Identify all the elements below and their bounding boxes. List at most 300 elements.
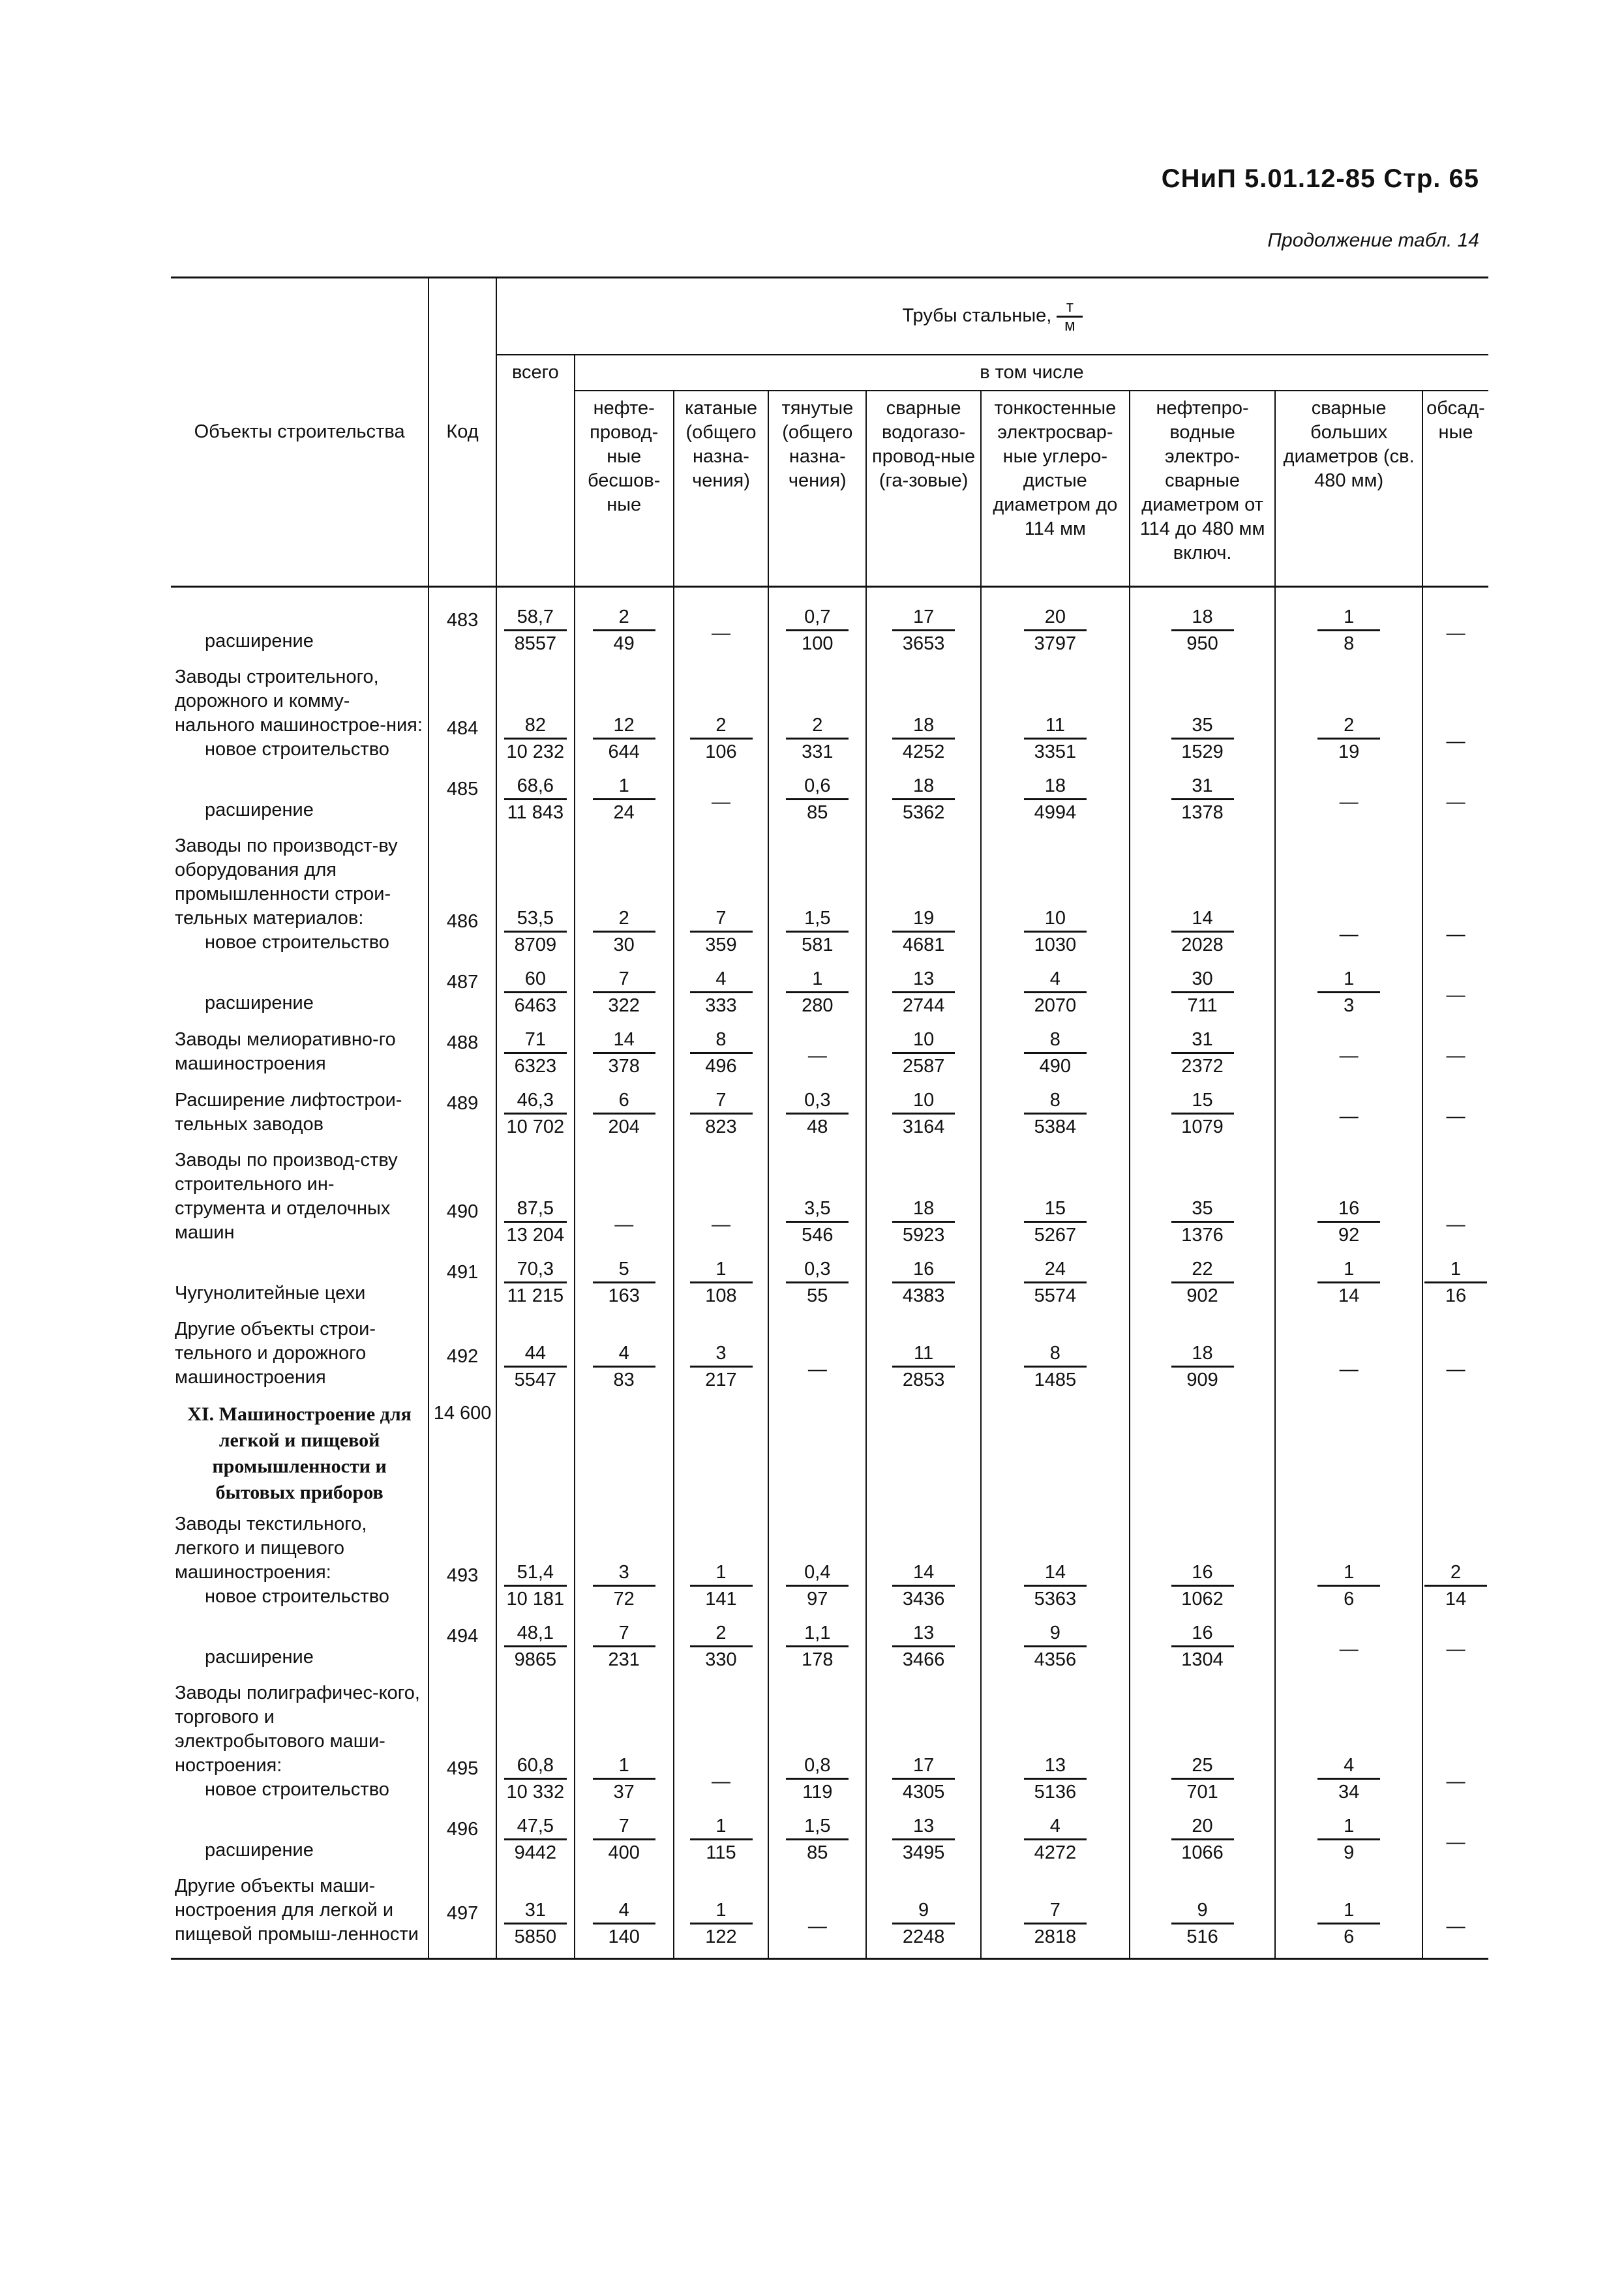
code-cell: 483 [429, 605, 496, 656]
value-cell [866, 1088, 981, 1139]
numerator: 1 [690, 1898, 753, 1924]
fraction-value [690, 1560, 753, 1611]
numerator: 1 [1317, 605, 1380, 631]
numerator: 1,5 [786, 906, 849, 933]
numerator: 3 [690, 1341, 753, 1368]
fraction-value [690, 1341, 753, 1392]
fraction-value [1171, 1196, 1234, 1248]
numerator: 10 [892, 1088, 955, 1115]
header-c6: нефтепро-водные электро-сварные диаметром от 114 до 480 мм включ. [1130, 391, 1276, 586]
fraction-value [1171, 1814, 1234, 1865]
numerator: 7 [593, 966, 655, 993]
object-cell [171, 1257, 429, 1308]
numerator: 4 [1317, 1753, 1380, 1780]
denominator: 49 [613, 633, 635, 654]
denominator: 108 [705, 1285, 737, 1306]
spacer-row [171, 1672, 1488, 1681]
denominator: 34 [1338, 1782, 1360, 1803]
numerator: 9 [892, 1898, 955, 1924]
denominator: 1529 [1181, 741, 1224, 762]
fraction-value [593, 966, 655, 1018]
numerator: 1 [690, 1257, 753, 1283]
fraction-value [1024, 906, 1087, 957]
table-row [171, 1027, 1488, 1079]
fraction-value [593, 713, 655, 764]
header-total: всего [496, 355, 575, 586]
value-cell [981, 1681, 1130, 1804]
value-cell [496, 773, 575, 825]
numerator: 8 [1024, 1027, 1087, 1054]
dash-value: — [1339, 1106, 1359, 1127]
value-cell [981, 834, 1130, 957]
fraction-value [1317, 1814, 1380, 1865]
denominator: 3466 [902, 1649, 945, 1670]
numerator: 0,7 [786, 605, 849, 631]
section-title: XI. Машиностроение для легкой и пищевой промышленности и бытовых приборов [187, 1403, 412, 1503]
fraction-value [892, 1898, 955, 1949]
numerator: 16 [892, 1257, 955, 1283]
fraction-value [892, 1341, 955, 1392]
denominator: 516 [1186, 1926, 1218, 1947]
denominator: 141 [705, 1589, 737, 1610]
value-cell [674, 1512, 769, 1611]
code-cell: 497 [429, 1874, 496, 1949]
fraction-value [1024, 1753, 1087, 1804]
denominator: 14 [1445, 1589, 1467, 1610]
object-cell [171, 665, 429, 764]
value-cell [866, 834, 981, 957]
fraction-value [690, 713, 753, 764]
fraction-value [1171, 1088, 1234, 1139]
value-cell [575, 1148, 674, 1248]
object-label: Заводы по производст-ву оборудования для промышленности строи-тельных материалов: [175, 835, 398, 929]
value-cell [1130, 773, 1276, 825]
fraction-value [786, 1621, 849, 1672]
code-cell: 492 [429, 1317, 496, 1392]
object-sublabel: расширение [205, 1840, 314, 1861]
fraction-value [892, 1257, 955, 1308]
fraction-value [1317, 1196, 1380, 1248]
object-cell [171, 834, 429, 957]
value-cell [1130, 665, 1276, 764]
denominator: 9865 [514, 1649, 557, 1670]
value-cell [575, 1814, 674, 1865]
denominator: 11 215 [507, 1285, 564, 1306]
numerator: 16 [1317, 1196, 1380, 1223]
spacer-row [171, 1506, 1488, 1512]
value-cell [768, 1317, 866, 1392]
value-cell [496, 1027, 575, 1079]
denominator: 581 [802, 935, 834, 955]
spacer-row [171, 1248, 1488, 1257]
code-cell: 486 [429, 834, 496, 957]
value-cell [866, 1874, 981, 1949]
header-group-title: Трубы стальные, $\frac{т}{м}$ [496, 278, 1488, 355]
numerator: 4 [1024, 1814, 1087, 1840]
denominator: 4383 [902, 1285, 945, 1306]
dash-value: — [1446, 792, 1466, 813]
value-cell [768, 665, 866, 764]
fraction-value [690, 1898, 753, 1949]
numerator: 2 [1424, 1560, 1487, 1587]
fraction-value [504, 966, 567, 1018]
dash-value: — [1446, 1214, 1466, 1235]
numerator: 2 [690, 1621, 753, 1647]
value-cell [496, 1512, 575, 1611]
object-label: Расширение лифтострои-тельных заводов [175, 1090, 402, 1135]
numerator: 18 [1024, 773, 1087, 800]
value-cell [674, 773, 769, 825]
spacer-row [171, 1804, 1488, 1814]
value-cell [1275, 966, 1422, 1018]
numerator: 3,5 [786, 1196, 849, 1223]
spacer-row [171, 656, 1488, 665]
fraction-value [593, 1088, 655, 1139]
value-cell [1130, 1681, 1276, 1804]
value-cell [496, 1257, 575, 1308]
fraction-value [504, 1257, 567, 1308]
numerator: 18 [892, 1196, 955, 1223]
fraction-value [786, 1814, 849, 1865]
denominator: 331 [802, 741, 834, 762]
value-cell [866, 605, 981, 656]
denominator: 1376 [1181, 1225, 1224, 1246]
fraction-value [504, 906, 567, 957]
numerator: 4 [690, 966, 753, 993]
spacer-row [171, 1611, 1488, 1621]
fraction-value [1024, 1341, 1087, 1392]
value-cell [575, 1621, 674, 1672]
value-cell [575, 1257, 674, 1308]
value-cell [496, 1681, 575, 1804]
fraction-value [1317, 1753, 1380, 1804]
value-cell [1275, 773, 1422, 825]
value-cell [981, 1874, 1130, 1949]
fraction-value [892, 906, 955, 957]
fraction-value [504, 1560, 567, 1611]
value-cell [1275, 605, 1422, 656]
denominator: 14 [1338, 1285, 1360, 1306]
denominator: 5267 [1034, 1225, 1077, 1246]
value-cell [1422, 1148, 1488, 1248]
denominator: 701 [1186, 1782, 1218, 1803]
fraction-value [1024, 605, 1087, 656]
numerator: 44 [504, 1341, 567, 1368]
value-cell [1275, 1317, 1422, 1392]
denominator: 19 [1338, 741, 1360, 762]
fraction-value [1171, 1753, 1234, 1804]
value-cell [1422, 605, 1488, 656]
table-row [171, 1148, 1488, 1248]
numerator: 17 [892, 1753, 955, 1780]
fraction-value [1024, 1898, 1087, 1949]
value-cell [1422, 773, 1488, 825]
numerator: 0,4 [786, 1560, 849, 1587]
fraction-value [786, 605, 849, 656]
numerator: 1,1 [786, 1621, 849, 1647]
denominator: 2744 [902, 995, 945, 1016]
denominator: 1066 [1181, 1842, 1224, 1863]
value-cell [866, 1257, 981, 1308]
numerator: 19 [892, 906, 955, 933]
value-cell [575, 1681, 674, 1804]
value-cell [575, 1317, 674, 1392]
fraction-value [1171, 966, 1234, 1018]
fraction-value [504, 1898, 567, 1949]
denominator: 10 232 [506, 741, 565, 762]
dash-value: — [807, 1045, 827, 1066]
numerator: 2 [690, 713, 753, 740]
object-sublabel: новое строительство [205, 1586, 389, 1607]
fraction-value [593, 1621, 655, 1672]
table-row [171, 1681, 1488, 1804]
value-cell [674, 1088, 769, 1139]
numerator: 12 [593, 713, 655, 740]
dash-value: — [1446, 1639, 1466, 1660]
numerator: 60 [504, 966, 567, 993]
section-code: 14 600 [429, 1401, 496, 1506]
spacer-row [171, 1308, 1488, 1317]
fraction-value [593, 1341, 655, 1392]
value-cell [1422, 1027, 1488, 1079]
numerator: 2 [593, 906, 655, 933]
numerator: 2 [786, 713, 849, 740]
object-label: Заводы текстильного, легкого и пищевого машиностроения: [175, 1514, 367, 1583]
numerator: 18 [1171, 1341, 1234, 1368]
value-cell [575, 834, 674, 957]
numerator: 10 [1024, 906, 1087, 933]
fraction-value [892, 773, 955, 825]
numerator: 2 [1317, 713, 1380, 740]
fraction-value [593, 1560, 655, 1611]
numerator: 0,6 [786, 773, 849, 800]
denominator: 322 [608, 995, 640, 1016]
denominator: 92 [1338, 1225, 1360, 1246]
value-cell [1130, 1814, 1276, 1865]
value-cell [866, 1027, 981, 1079]
dash-value: — [1446, 731, 1466, 752]
value-cell [768, 966, 866, 1018]
fraction-value [786, 1257, 849, 1308]
denominator: 6 [1344, 1589, 1355, 1610]
numerator: 14 [892, 1560, 955, 1587]
table-continuation-note: Продолжение табл. 14 [1267, 230, 1479, 251]
object-label: Заводы по производ-ству строительного ин-струмента и отделочных машин [175, 1150, 398, 1243]
dash-value: — [1339, 1639, 1359, 1660]
header-c1: нефте-провод-ные бесшов-ные [575, 391, 674, 586]
numerator: 15 [1024, 1196, 1087, 1223]
dash-value: — [614, 1214, 634, 1235]
value-cell [1130, 1088, 1276, 1139]
value-cell [496, 1621, 575, 1672]
fraction-value [504, 1814, 567, 1865]
denominator: 4681 [902, 935, 945, 955]
denominator: 378 [608, 1056, 640, 1077]
numerator: 16 [1171, 1560, 1234, 1587]
header-c4: сварные водогазо-провод-ные (га-зовые) [866, 391, 981, 586]
value-cell [1275, 1681, 1422, 1804]
fraction-value [1171, 906, 1234, 957]
numerator: 1 [1317, 966, 1380, 993]
object-sublabel: расширение [205, 1647, 314, 1668]
object-cell [171, 1814, 429, 1865]
numerator: 7 [593, 1814, 655, 1840]
numerator: 47,5 [504, 1814, 567, 1840]
value-cell [496, 1148, 575, 1248]
fraction-value [1171, 1621, 1234, 1672]
value-cell [1422, 1317, 1488, 1392]
numerator: 14 [593, 1027, 655, 1054]
value-cell [674, 834, 769, 957]
denominator: 217 [705, 1370, 737, 1390]
fraction-value [1317, 1560, 1380, 1611]
value-cell [866, 966, 981, 1018]
value-cell [674, 966, 769, 1018]
denominator: 2248 [902, 1926, 945, 1947]
value-cell [1130, 1027, 1276, 1079]
spacer-row [171, 825, 1488, 834]
numerator: 3 [593, 1560, 655, 1587]
value-cell [981, 665, 1130, 764]
numerator: 16 [1171, 1621, 1234, 1647]
object-label: Заводы мелиоративно-го машиностроения [175, 1029, 396, 1074]
fraction-value [892, 605, 955, 656]
value-cell [1130, 1621, 1276, 1672]
object-sublabel: расширение [205, 993, 314, 1013]
denominator: 100 [802, 633, 834, 654]
fraction-value [1424, 1257, 1487, 1308]
fraction-value [504, 713, 567, 764]
value-cell [768, 1814, 866, 1865]
dash-value: — [712, 1214, 730, 1235]
object-sublabel: новое строительство [205, 1779, 389, 1800]
table-row [171, 1621, 1488, 1672]
value-cell [1422, 1088, 1488, 1139]
numerator: 1 [593, 773, 655, 800]
denominator: 10 181 [506, 1589, 565, 1610]
value-cell [768, 773, 866, 825]
numerator: 0,3 [786, 1257, 849, 1283]
denominator: 546 [802, 1225, 834, 1246]
dash-value: — [1446, 1106, 1466, 1127]
fraction-value [593, 1027, 655, 1079]
value-cell [1422, 966, 1488, 1018]
denominator: 5574 [1034, 1285, 1077, 1306]
fraction-value [593, 906, 655, 957]
numerator: 22 [1171, 1257, 1234, 1283]
header-c3: тянутые (общего назна-чения) [768, 391, 866, 586]
numerator: 13 [892, 1621, 955, 1647]
value-cell [981, 1027, 1130, 1079]
object-cell [171, 1874, 429, 1949]
denominator: 823 [705, 1116, 737, 1137]
numerator: 35 [1171, 1196, 1234, 1223]
denominator: 330 [705, 1649, 737, 1670]
fraction-value [593, 1753, 655, 1804]
denominator: 9442 [514, 1842, 557, 1863]
dash-value: — [712, 623, 730, 644]
value-cell [575, 966, 674, 1018]
denominator: 3495 [902, 1842, 945, 1863]
object-cell [171, 1027, 429, 1079]
numerator: 18 [892, 713, 955, 740]
denominator: 3653 [902, 633, 945, 654]
denominator: 85 [807, 802, 828, 823]
table-row [171, 1088, 1488, 1139]
code-cell: 495 [429, 1681, 496, 1804]
value-cell [674, 1621, 769, 1672]
fraction-value [1171, 1027, 1234, 1079]
fraction-value [786, 1088, 849, 1139]
value-cell [496, 665, 575, 764]
value-cell [866, 1621, 981, 1672]
value-cell [981, 773, 1130, 825]
numerator: 13 [892, 966, 955, 993]
fraction-value [892, 966, 955, 1018]
object-sublabel: новое строительство [205, 932, 389, 953]
numerator: 24 [1024, 1257, 1087, 1283]
dash-value: — [1339, 792, 1359, 813]
numerator: 11 [1024, 713, 1087, 740]
page-header: СНиП 5.01.12-85 Стр. 65 [1161, 164, 1479, 193]
object-sublabel: расширение [205, 631, 314, 651]
numerator: 31 [1171, 773, 1234, 800]
value-cell [981, 1088, 1130, 1139]
value-cell [981, 1814, 1130, 1865]
object-sublabel: расширение [205, 800, 314, 820]
denominator: 3 [1344, 995, 1355, 1016]
code-cell: 487 [429, 966, 496, 1018]
numerator: 7 [593, 1621, 655, 1647]
denominator: 2372 [1181, 1056, 1224, 1077]
numerator: 1 [593, 1753, 655, 1780]
numerator: 0,3 [786, 1088, 849, 1115]
denominator: 1030 [1034, 935, 1077, 955]
fraction-value [1024, 1196, 1087, 1248]
dash-value: — [1446, 623, 1466, 644]
fraction-value [690, 906, 753, 957]
object-label: Другие объекты маши-ностроения для легкой и пищевой промыш-ленности [175, 1876, 419, 1945]
numerator: 13 [892, 1814, 955, 1840]
denominator: 11 843 [507, 802, 564, 823]
table-row [171, 1814, 1488, 1865]
value-cell [1422, 834, 1488, 957]
header-c7: сварные больших диаметров (св. 480 мм) [1275, 391, 1422, 586]
numerator: 1 [1424, 1257, 1487, 1283]
value-cell [768, 1621, 866, 1672]
fraction-value [1317, 966, 1380, 1018]
fraction-value [1024, 1621, 1087, 1672]
value-cell [1130, 1148, 1276, 1248]
fraction-value [593, 1814, 655, 1865]
value-cell [981, 605, 1130, 656]
denominator: 280 [802, 995, 834, 1016]
numerator: 31 [504, 1898, 567, 1924]
value-cell [866, 1814, 981, 1865]
value-cell [866, 1317, 981, 1392]
value-cell [575, 773, 674, 825]
numerator: 13 [1024, 1753, 1087, 1780]
fraction-value [1317, 605, 1380, 656]
dash-value: — [712, 1771, 730, 1792]
denominator: 48 [807, 1116, 828, 1137]
value-cell [496, 834, 575, 957]
value-cell [1275, 1027, 1422, 1079]
denominator: 83 [613, 1370, 635, 1390]
value-cell [1275, 834, 1422, 957]
numerator: 60,8 [504, 1753, 567, 1780]
code-cell: 485 [429, 773, 496, 825]
